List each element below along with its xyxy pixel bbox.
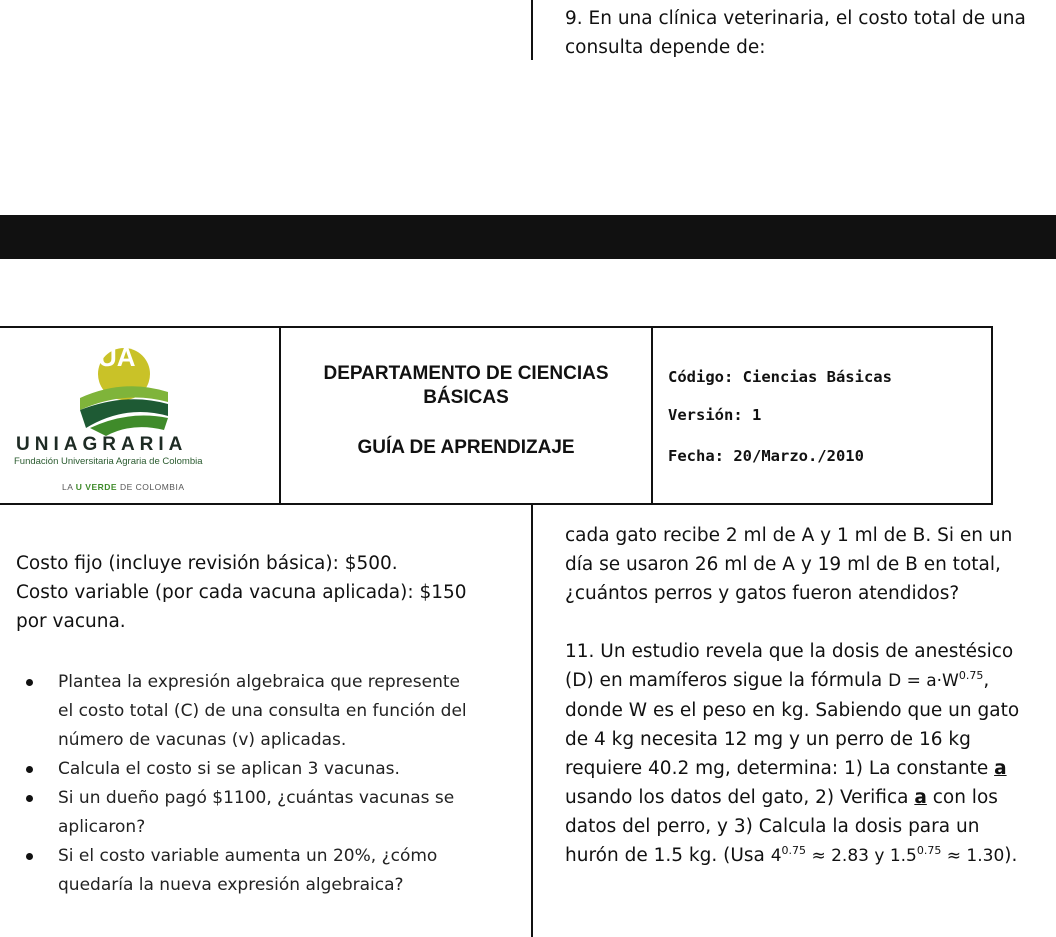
q10-line-1: cada gato recibe 2 ml de A y 1 ml de B. Si en un xyxy=(565,525,1013,546)
question-9-line-1: 9. En una clínica veterinaria, el costo total de una xyxy=(565,8,1026,29)
hint-and: y xyxy=(868,846,890,866)
logo-name: UNIAGRARIA xyxy=(16,434,188,455)
hint-1 xyxy=(771,846,869,866)
q11-line-8 xyxy=(565,841,1055,871)
q11-line-2-text: (D) en mamíferos sigue la fórmula xyxy=(565,670,889,691)
dose-formula-exponent: 0.75 xyxy=(958,669,984,682)
hint-1-exponent: 0.75 xyxy=(781,844,807,857)
q11-line-5-text: requiere 40.2 mg, determina: 1) La constante xyxy=(565,758,995,779)
q11-line-2 xyxy=(565,666,1055,696)
variable-cost-text-1: Costo variable (por cada vacuna aplicada): $150 xyxy=(16,582,467,603)
fixed-cost-text: Costo fijo (incluye revisión básica): $500. xyxy=(16,553,398,574)
hint-2-exponent: 0.75 xyxy=(916,844,942,857)
cost-details xyxy=(16,549,526,636)
uniagraria-logo xyxy=(0,326,279,503)
q10-line-3: ¿cuántos perros y gatos fueron atendidos? xyxy=(565,583,960,604)
logo-slogan-brand: U VERDE xyxy=(75,482,118,492)
q10-line-2: día se usaron 26 ml de A y 19 ml de B en total, xyxy=(565,554,1001,575)
version-field: Versión: 1 xyxy=(668,406,762,424)
logo-subtitle: Fundación Universitaria Agraria de Colombia xyxy=(14,456,203,467)
q11-line-5 xyxy=(565,754,1055,783)
q11-line-2-end: , xyxy=(983,670,990,691)
date-field: Fecha: 20/Marzo./2010 xyxy=(668,447,864,465)
dose-formula-base: D = a·W xyxy=(888,671,959,691)
q11-line-3: donde W es el peso en kg. Sabiendo que un gato xyxy=(565,700,1020,721)
q11-line-8-end: ). xyxy=(1004,845,1018,866)
list-item: Plantea la expresión algebraica que represente el costo total (C) de una consulta en función del número de vacunas (v) aplicadas. xyxy=(0,668,470,755)
question-10-end xyxy=(565,521,1055,608)
hint-1-value: ≈ 2.83 xyxy=(806,846,869,866)
department-title xyxy=(281,362,651,410)
hint-2-value: ≈ 1.30 xyxy=(941,846,1005,866)
hint-2-base: 1.5 xyxy=(889,846,917,866)
q11-line-1: 11. Un estudio revela que la dosis de anestésico xyxy=(565,641,1014,662)
question-11 xyxy=(565,637,1055,871)
list-item: Si el costo variable aumenta un 20%, ¿cómo quedaría la nueva expresión algebraica? xyxy=(0,842,470,900)
dose-formula xyxy=(888,671,983,691)
variable-cost-text-2: por vacuna. xyxy=(16,611,126,632)
constant-a-ref: a xyxy=(914,787,927,808)
q11-line-4: de 4 kg necesita 12 mg y un perro de 16 kg xyxy=(565,729,971,750)
q11-line-6-text: usando los datos del gato, 2) Verifica xyxy=(565,787,915,808)
q11-line-6 xyxy=(565,783,1055,812)
bottom-column-divider xyxy=(531,505,533,937)
question-9-tasks xyxy=(0,668,470,900)
q11-line-6-end: con los xyxy=(926,787,998,808)
q11-line-7: datos del perro, y 3) Calcula la dosis para un xyxy=(565,816,980,837)
document-header xyxy=(0,326,993,505)
question-9-line-2: consulta depende de: xyxy=(565,37,766,58)
logo-slogan-prefix: LA xyxy=(62,482,76,492)
question-9-intro xyxy=(565,4,1055,62)
logo-slogan xyxy=(62,482,185,492)
hint-1-base: 4 xyxy=(770,846,782,866)
department-line-2: BÁSICAS xyxy=(423,387,509,408)
q11-line-8-text: hurón de 1.5 kg. (Usa xyxy=(565,845,771,866)
list-item: Si un dueño pagó $1100, ¿cuántas vacunas se aplicaron? xyxy=(0,784,470,842)
black-band xyxy=(0,215,1056,259)
logo-mark: UA xyxy=(98,342,136,372)
hint-2 xyxy=(890,846,1004,866)
guide-title: GUÍA DE APRENDIZAJE xyxy=(357,437,575,458)
department-line-1: DEPARTAMENTO DE CIENCIAS xyxy=(323,363,609,384)
logo-slogan-suffix: DE COLOMBIA xyxy=(117,482,185,492)
code-field: Código: Ciencias Básicas xyxy=(668,368,892,386)
top-column-divider xyxy=(531,0,533,60)
constant-a: a xyxy=(994,758,1007,779)
list-item: Calcula el costo si se aplican 3 vacunas. xyxy=(0,755,470,784)
